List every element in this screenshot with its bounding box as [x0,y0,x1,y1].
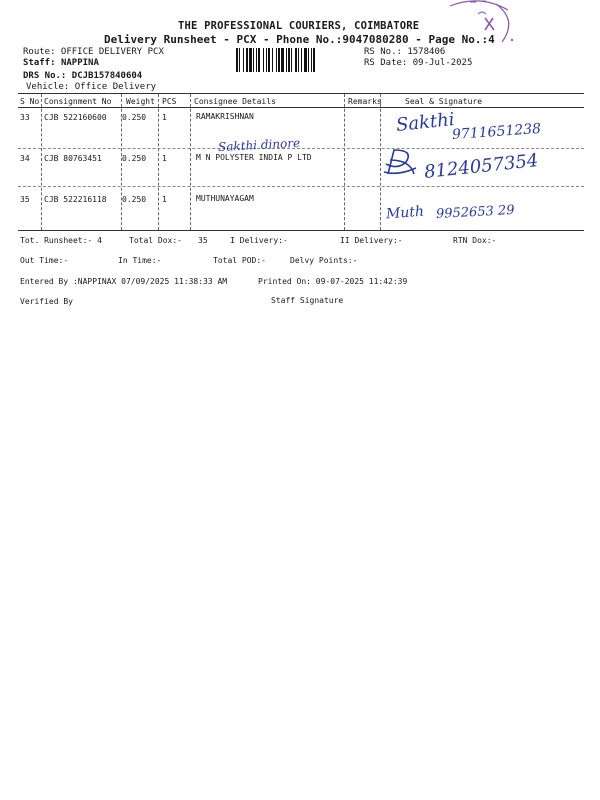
row-consignment: CJB 80763451 [44,154,102,163]
col-divider [190,94,191,230]
row33-signature: Sakthi [395,108,456,137]
row-pcs: 1 [162,154,167,163]
row-consignee: MUTHUNAYAGAM [196,194,254,203]
col-header-consignment: Consignment No [44,97,112,106]
staff-row [23,58,99,68]
row-consignee: RAMAKRISHNAN [196,112,254,121]
staff-signature-label: Staff Signature [271,296,344,305]
printed-on: Printed On: 09-07-2025 11:42:39 [258,277,408,286]
route-text: Route: OFFICE DELIVERY PCX [23,47,164,57]
col-header-consignee: Consignee Details [194,97,276,106]
row-consignee: M N POLYSTER INDIA P LTD [196,153,312,162]
table-bottom-rule [18,230,584,231]
row35-signature: Muth [385,203,425,223]
delvy-points: Delvy Points:- [290,256,358,265]
row-consignment: CJB 522216118 [44,195,107,204]
col-header-sno: S No [20,97,40,106]
row35-phone: 9952653 29 [435,202,515,223]
col-header-weight: Weight [126,97,155,106]
staff-name: NAPPINA [60,58,99,68]
row-divider [18,186,584,187]
drs-row [23,71,142,81]
rtn-dox: RTN Dox:- [453,236,497,245]
company-title: THE PROFESSIONAL COURIERS, COIMBATORE [178,20,420,32]
drs-label: DRS No.: [23,71,67,81]
i-delivery: I Delivery:- [230,236,288,245]
row-divider [18,148,584,149]
drs-value: DCJB157840604 [71,71,143,81]
row-weight: 0.250 [122,154,147,163]
col-divider [41,94,42,230]
col-divider [158,94,159,230]
col-header-seal: Seal & Signature [405,97,483,106]
col-divider [344,94,345,230]
barcode-icon [236,48,358,72]
row34-handwritten-name: Sakthi dinore [217,135,301,155]
staff-label: Staff: [23,58,56,68]
total-pod: Total POD:- [213,256,266,265]
out-time: Out Time:- [20,256,69,265]
verified-by: Verified By [20,297,73,306]
rs-number: RS No.: 1578406 [364,47,446,57]
in-time: In Time:- [118,256,162,265]
rs-date: RS Date: 09-Jul-2025 [364,58,473,68]
row-pcs: 1 [162,195,167,204]
courier-stamp-icon [430,0,520,50]
row-consignment: CJB 522160600 [44,113,107,122]
row-weight: 0.250 [122,195,147,204]
col-header-pcs: PCS [162,97,177,106]
row34-signature-scribble [380,146,420,180]
row-sno: 34 [20,154,30,163]
entered-by: Entered By :NAPPINAX 07/09/2025 11:38:33 AM [20,277,228,286]
row-pcs: 1 [162,113,167,122]
row34-phone: 8124057354 [423,150,540,183]
vehicle-text: Vehicle: Office Delivery [26,82,157,92]
total-dox-label: Total Dox:- [129,236,182,245]
table-header-rule [18,107,584,108]
row-weight: 0.250 [122,113,147,122]
total-runsheet: Tot. Runsheet:- 4 [20,236,102,245]
ii-delivery: II Delivery:- [340,236,403,245]
row-sno: 35 [20,195,30,204]
runsheet-subtitle: Delivery Runsheet - PCX - Phone No.:9047080280 - Page No.:4 [104,33,495,46]
row33-phone: 9711651238 [451,120,542,144]
col-header-remarks: Remarks [348,97,382,106]
table-top-rule [18,93,584,94]
row-sno: 33 [20,113,30,122]
total-dox-value: 35 [198,236,208,245]
